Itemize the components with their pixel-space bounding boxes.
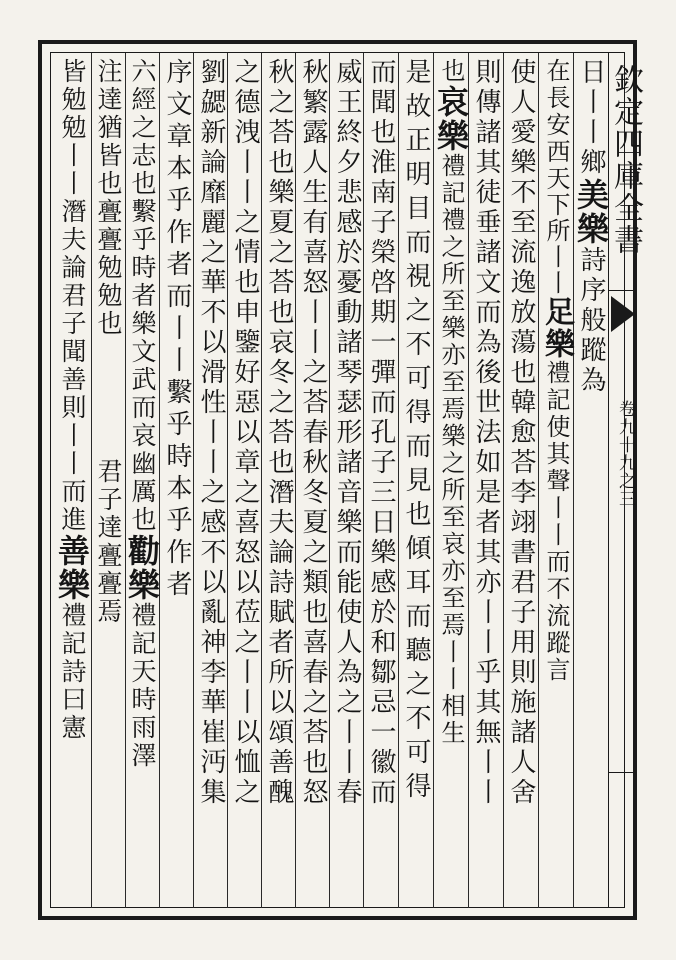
heading-term: 足樂 (539, 296, 574, 360)
text-column-11 (228, 58, 261, 904)
text-run: 君子達亹亹焉 (94, 458, 123, 626)
fishtail-mark (611, 296, 635, 332)
text-column-12 (194, 58, 227, 904)
text-run (60, 738, 85, 888)
text-run: 秋之荅也樂夏之荅也哀冬之荅也潛夫論詩賦者所以頌善醜 (264, 58, 294, 808)
text-run: 則傳諸其徒垂諸文而為後世法如是者其亦丨丨乎其無丨丨 (471, 58, 501, 808)
text-run: 禮記天時雨澤 (128, 602, 157, 770)
text-column-15 (92, 58, 125, 904)
text-column-13 (160, 58, 193, 904)
text-column-8 (330, 58, 363, 904)
text-column-5 (434, 58, 468, 904)
text-column-2 (539, 58, 573, 904)
text-run: 禮記詩曰憲 (58, 602, 87, 742)
text-run: 而聞也淮南子榮啓期一彈而孔子三日樂感於和鄒忌一徽而 (366, 58, 396, 808)
text-run: 序文章本乎作者而丨丨繫乎時本乎作者 (162, 58, 192, 602)
heading-term: 美樂 (572, 178, 610, 246)
text-run: 詩序般蹤為 (576, 246, 606, 396)
text-run: 使人愛樂不至流逸放蕩也韓愈荅李翊書君子用則施諸人舍 (506, 58, 536, 808)
heading-term: 善樂 (53, 534, 91, 602)
text-run: 秋繁露人生有喜怒丨丨之荅春秋冬夏之類也喜春之荅也怒 (298, 58, 328, 808)
text-column-14 (123, 58, 161, 904)
text-run: 也 (437, 58, 465, 85)
book-title: 欽定四庫全書 (608, 64, 643, 256)
text-column-3 (504, 58, 538, 904)
text-column-10 (262, 58, 295, 904)
text-run: 在長安西 (542, 58, 570, 166)
text-column-7 (364, 58, 398, 904)
text-column-9 (296, 58, 329, 904)
text-run: 禮記使其聲丨丨而不流蹤言 (542, 360, 570, 684)
center-strip-rule-bottom (609, 772, 635, 773)
text-run: 六經之志也繫乎時者樂文武而哀幽厲也 (128, 58, 157, 534)
volume-number: 卷九十九之三 (615, 400, 635, 508)
text-run: 是故正明目而視之不可得而見也傾耳而聽之不可得 (401, 58, 431, 806)
center-strip-rule-top (609, 290, 635, 291)
text-column-6 (399, 58, 433, 904)
text-run: 禮記禮之所至樂亦至焉樂之所至哀亦至焉丨丨相生 (437, 153, 465, 747)
heading-term: 哀樂 (432, 85, 470, 153)
text-run: 天下所丨丨 (542, 166, 570, 296)
text-run: 皆勉勉丨丨潛夫論君子聞善則丨丨而進 (58, 58, 87, 534)
text-run: 之德洩丨丨之情也申鑒好惡以章之喜怒以莅之丨丨以恤之 (230, 58, 260, 808)
text-run: 注達猶皆也亹亹勉勉也 (94, 58, 123, 338)
text-run: 劉勰新論靡麗之華不以滑性丨丨之感不以亂神李華崔沔集 (196, 58, 226, 808)
text-run: 威王終夕悲感於憂動諸琴瑟形諸音樂而能使人為之丨丨春 (332, 58, 362, 808)
text-column-4 (469, 58, 503, 904)
text-run: 日丨丨鄉 (576, 58, 606, 178)
text-column-1 (574, 58, 608, 904)
heading-term: 勸樂 (123, 534, 161, 602)
